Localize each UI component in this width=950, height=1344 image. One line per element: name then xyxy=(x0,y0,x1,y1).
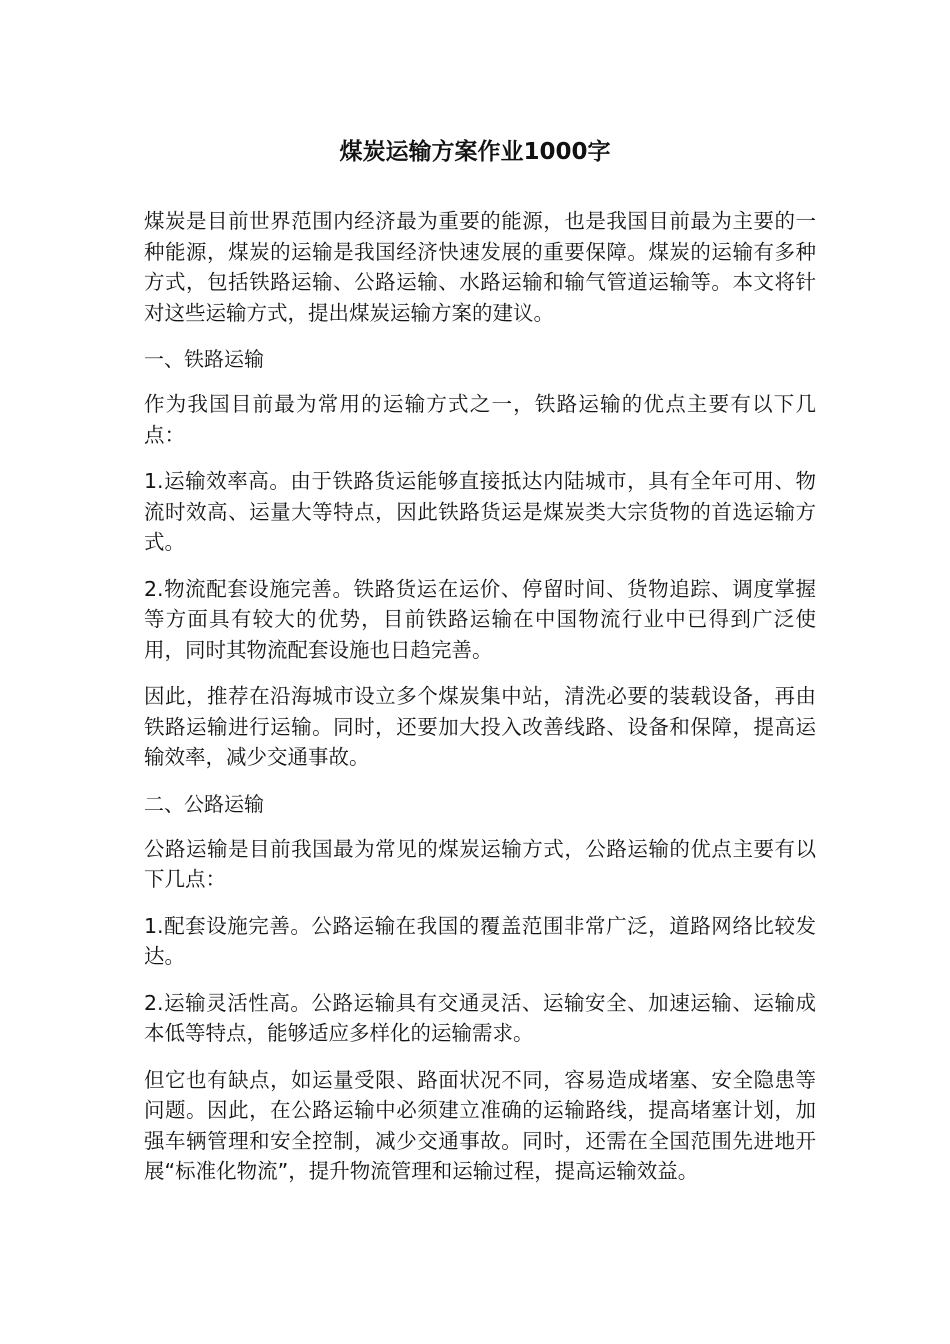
highway-intro-paragraph: 公路运输是目前我国最为常见的煤炭运输方式，公路运输的优点主要有以下几点： xyxy=(144,836,816,891)
railway-recommendation-paragraph: 因此，推荐在沿海城市设立多个煤炭集中站，清洗必要的装载设备，再由铁路运输进行运输。同时，还要加大投入改善线路、设备和保障，提高运输效率，减少交通事故。 xyxy=(144,684,816,769)
section-heading-railway: 一、铁路运输 xyxy=(144,347,264,371)
document-title: 煤炭运输方案作业1000字 xyxy=(339,139,611,165)
highway-point-2: 2.运输灵活性高。公路运输具有交通灵活、运输安全、加速运输、运输成本低等特点，能够适应多样化的运输需求。 xyxy=(144,990,816,1045)
railway-intro-paragraph: 作为我国目前最为常用的运输方式之一，铁路运输的优点主要有以下几点： xyxy=(144,392,816,447)
intro-paragraph: 煤炭是目前世界范围内经济最为重要的能源，也是我国目前最为主要的一种能源，煤炭的运输是我国经济快速发展的重要保障。煤炭的运输有多种方式，包括铁路运输、公路运输、水路运输和输气管道运输等。本文将针对这些运输方式，提出煤炭运输方案的建议。 xyxy=(144,209,816,325)
section-heading-highway: 二、公路运输 xyxy=(144,791,264,816)
document-body xyxy=(144,206,816,1203)
highway-drawbacks-paragraph: 但它也有缺点，如运量受限、路面状况不同，容易造成堵塞、安全隐患等问题。因此，在公路运输中必须建立准确的运输路线，提高堵塞计划，加强车辆管理和安全控制，减少交通事故。同时，还需在全国范围先进地开展“标准化物流”，提升物流管理和运输过程，提高运输效益。 xyxy=(144,1067,816,1183)
highway-point-1: 1.配套设施完善。公路运输在我国的覆盖范围非常广泛，道路网络比较发达。 xyxy=(144,913,816,968)
railway-point-2: 2.物流配套设施完善。铁路货运在运价、停留时间、货物追踪、调度掌握等方面具有较大的优势，目前铁路运输在中国物流行业中已得到广泛使用，同时其物流配套设施也日趋完善。 xyxy=(144,576,816,662)
railway-point-1: 1.运输效率高。由于铁路货运能够直接抵达内陆城市，具有全年可用、物流时效高、运量大等特点，因此铁路货运是煤炭类大宗货物的首选运输方式。 xyxy=(144,469,816,554)
